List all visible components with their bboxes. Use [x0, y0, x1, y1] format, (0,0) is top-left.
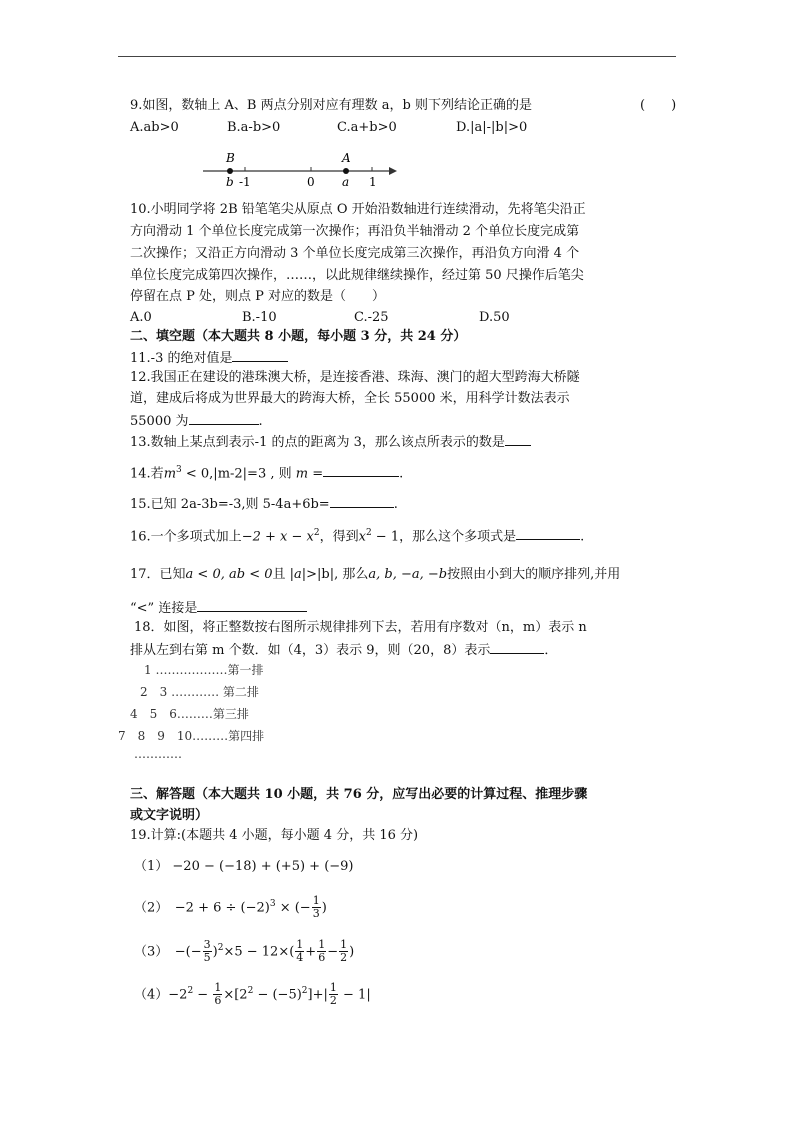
q16-prefix: 16.一个多项式加上	[130, 529, 242, 545]
q19-item-4-e: ]+|	[307, 987, 328, 1003]
q9-option-c: C.a+b>0	[337, 120, 397, 135]
fraction-3-5: $\frac{3}{5}$	[203, 938, 211, 965]
q10-line-3: 二次操作；又沿正方向滑动 3 个单位长度完成第三次操作，再沿负方向滑 4 个	[130, 246, 580, 261]
q10-line-5: 停留在点 P 处，则点 P 对应的数是（ ）	[130, 289, 386, 304]
q16-mid: ，得到	[319, 529, 359, 545]
fraction-1-6: $\frac{1}{6}$	[318, 938, 326, 965]
q19-item-2-b: × (−	[275, 900, 311, 916]
q18-line-1: 18．如图，将正整数按右图所示规律排列下去，若用有序数对（n，m）表示 n	[134, 620, 587, 635]
q10-line-1: 10.小明同学将 2B 铅笔笔尖从原点 O 开始沿数轴进行连续滑动，先将笔尖沿正	[130, 202, 586, 217]
q19-item-1: （1） −20 − (−18) + (+5) + (−9)	[134, 859, 354, 874]
q17-line-2	[130, 597, 307, 619]
q17-list: a, b, −a, −b	[368, 567, 448, 582]
q16-expr1: −2 + x − x	[241, 529, 314, 545]
triangle-row-3: 4 5 6………第三排	[130, 707, 249, 721]
q12-period: .	[258, 414, 263, 429]
q19-item-2-a: （2） −2 + 6 ÷ (−2)	[134, 900, 270, 916]
q9-stem	[130, 96, 677, 116]
q10-option-d: D.50	[479, 310, 510, 325]
tick-minus-one: -1	[239, 175, 251, 189]
q16-expr2: x	[358, 529, 366, 545]
q17-prefix: 17．已知	[130, 567, 186, 582]
q19-item-2: （2） $-2 + 6 \div (-2)^3$ × (− $\frac{1}{3}$ )	[134, 894, 327, 921]
q17-text: “<” 连接是	[130, 601, 198, 616]
q11-text: 11.-3 的绝对值是	[130, 351, 233, 366]
q15-text: 15.已知 2a-3b=-3,则 5-4a+6b=	[130, 497, 330, 512]
number-line	[195, 148, 400, 190]
label-a: a	[342, 175, 350, 189]
fraction-1-6b: $\frac{1}{6}$	[214, 981, 222, 1008]
tick-zero: 0	[307, 175, 315, 189]
q15	[130, 493, 398, 515]
q13-text: 13.数轴上某点到表示-1 的点的距离为 3，那么该点所表示的数是	[130, 435, 505, 450]
q19-item-3-a: （3） −(−	[134, 944, 202, 960]
point-a	[343, 168, 349, 174]
q12-line-2: 道，建成后将成为世界最大的跨海大桥，全长 55000 米，用科学计数法表示	[130, 391, 570, 406]
q18-text: 排从左到右第 m 个数．如（4，3）表示 9，则（20，8）表示	[130, 643, 491, 658]
q17-suffix: 按照由小到大的顺序排列,并用	[447, 567, 621, 582]
q16-expr2b: − 1	[371, 529, 400, 545]
q9-option-d: D.|a|-|b|>0	[456, 120, 528, 135]
q18-blank	[490, 639, 544, 654]
q18-period: ．	[544, 643, 558, 658]
q16-blank	[516, 525, 580, 540]
section-3-heading: 三、解答题（本大题共 10 小题，共 76 分，应写出必要的计算过程、推理步骤	[130, 787, 588, 802]
fraction-1-3: $\frac{1}{3}$	[312, 894, 320, 921]
q15-period: .	[393, 497, 398, 512]
q17-cond: a < 0, ab < 0	[185, 567, 273, 582]
triangle-row-4: 7 8 9 10………第四排	[118, 729, 265, 743]
q12-line-1: 12.我国正在建设的港珠澳大桥，是连接香港、珠海、澳门的超大型跨海大桥隧	[130, 370, 580, 385]
label-b: b	[226, 175, 234, 189]
triangle-ellipsis: …………	[134, 747, 182, 761]
q14-condition: < 0,|m-2|=3 , 则	[181, 466, 296, 482]
top-rule	[118, 56, 676, 57]
q14-eq: =	[308, 466, 324, 482]
q12-blank	[189, 410, 259, 425]
fraction-1-4: $\frac{1}{4}$	[296, 938, 304, 965]
q13	[130, 431, 531, 453]
q10-option-a: A.0	[130, 310, 152, 325]
triangle-row-1: 1 ………………第一排	[144, 663, 264, 677]
q17-a: a	[294, 567, 302, 582]
q15-blank	[330, 493, 394, 508]
tick-one: 1	[369, 175, 377, 189]
q13-blank	[505, 431, 531, 446]
q18-line-2	[130, 639, 557, 661]
section-3-heading-cont: 或文字说明）	[130, 808, 209, 823]
q14-period: .	[399, 466, 404, 482]
label-B: B	[226, 151, 235, 165]
q14-prefix: 14.若	[130, 466, 164, 482]
q19-item-3-b: ×5 − 12×(	[223, 944, 295, 960]
point-b	[227, 168, 233, 174]
q10-options	[130, 308, 510, 328]
q12-line-3	[130, 410, 263, 432]
fraction-1-2b: $\frac{1}{2}$	[329, 981, 337, 1008]
q10-option-c: C.-25	[354, 310, 389, 325]
q10-option-b: B.-10	[242, 310, 277, 325]
q11-blank	[232, 347, 288, 362]
q9-options	[130, 118, 527, 138]
label-A: A	[342, 151, 351, 165]
q19-stem: 19.计算:(本题共 4 小题，每小题 4 分，共 16 分)	[130, 828, 419, 843]
fraction-1-2: $\frac{1}{2}$	[340, 938, 348, 965]
q19-item-4-d: − (−5)	[253, 987, 302, 1003]
q9-paren: ( )	[640, 98, 677, 113]
q10-line-2: 方向滑动 1 个单位长度完成第一次操作；再沿负半轴滑动 2 个单位长度完成第	[130, 224, 580, 239]
section-2-heading: 二、填空题（本大题共 8 小题，每小题 3 分，共 24 分）	[130, 329, 467, 344]
q14-blank	[323, 462, 399, 477]
q19-item-4-b: −	[193, 987, 213, 1003]
q19-item-4-f: − 1|	[338, 987, 371, 1003]
q19-item-4-a: （4）−2	[134, 987, 188, 1003]
q17-abs: |>|b|, 那么	[301, 567, 369, 582]
q16-period: .	[580, 529, 585, 545]
q19-item-4: $(4)-2^2$ − $\frac{1}{6}$ $\times[2^2 - (-5)^2]+|$ $\frac{1}{2}$ − 1|	[134, 981, 371, 1008]
q16: 16.一个多项式加上$-2 + x - x^2$，得到$x^2 - 1$，那么这个多项式是 .	[130, 523, 584, 547]
q19-item-3: （3） −(− $\frac{3}{5}$ )$^2$×5 − 12×( $\frac{1}{4}$ + $\frac{1}{6}$ − $\frac{1}{2}$ )	[134, 938, 355, 965]
triangle-row-2: 2 3 ………… 第二排	[140, 685, 259, 699]
q17-blank	[197, 597, 307, 612]
q16-suffix: ，那么这个多项式是	[399, 529, 517, 545]
q9-option-b: B.a-b>0	[227, 120, 281, 135]
q9-text: 9.如图，数轴上 A、B 两点分别对应有理数 a，b 则下列结论正确的是	[130, 98, 532, 113]
q14: 14.若$m^3 < 0,|m-2|=3$ , 则 m = .	[130, 460, 403, 484]
q19-item-4-c: ×[2	[223, 987, 248, 1003]
q17-line-1	[130, 565, 620, 585]
q14-m: m	[163, 466, 177, 482]
q10-line-4: 单位长度完成第四次操作，……，以此规律继续操作，经过第 50 尺操作后笔尖	[130, 268, 584, 283]
q12-text: 55000 为	[130, 414, 189, 429]
q11	[130, 347, 288, 369]
q9-option-a: A.ab>0	[130, 120, 179, 135]
q17-and: 且 |	[272, 567, 295, 582]
